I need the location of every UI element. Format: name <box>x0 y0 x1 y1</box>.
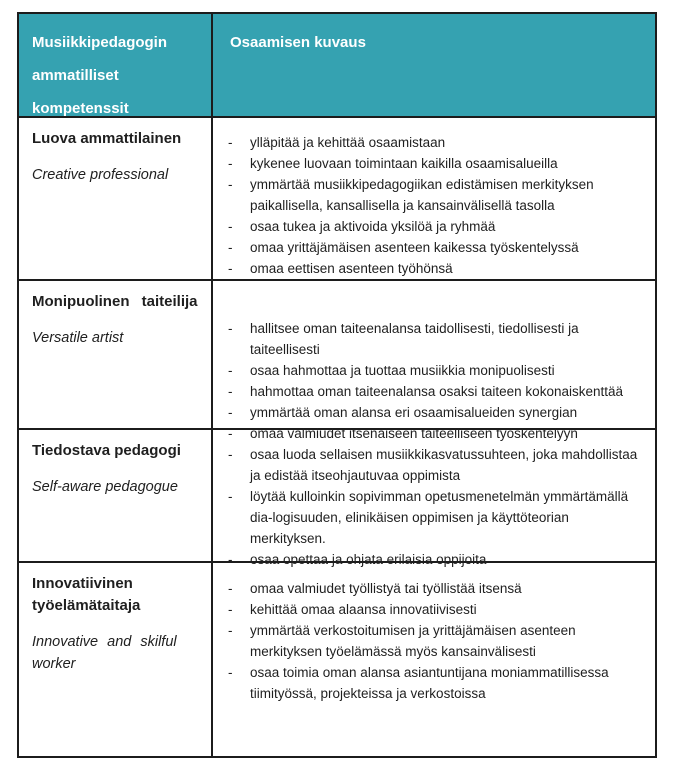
bullet-dash: - <box>228 363 233 378</box>
bullet-dash: - <box>228 581 233 596</box>
bullet-text: kehittää omaa alaansa innovatiivisesti <box>250 602 477 617</box>
header-competencies-label: Musiikkipedagogin ammatilliset kompetenssit <box>32 34 168 117</box>
bullet-item <box>228 174 645 216</box>
bullet-dash: - <box>228 447 233 462</box>
bullet-item <box>228 486 645 549</box>
bullet-item <box>228 599 645 620</box>
bullet-item <box>228 578 645 599</box>
competency-title-en: Creative professional <box>32 167 169 183</box>
bullet-text: omaa eettisen asenteen työhönsä <box>250 261 453 276</box>
competency-cell <box>19 118 213 279</box>
header-cell-competencies <box>19 14 213 116</box>
bullet-text: ylläpitää ja kehittää osaamistaan <box>250 135 446 150</box>
competency-title-fi: Innovatiivinen työelämätaitaja <box>32 575 141 614</box>
header-description-label: Osaamisen kuvaus <box>230 34 366 51</box>
table-row-creative-professional <box>19 118 655 281</box>
bullet-item <box>228 360 645 381</box>
bullet-text: ymmärtää musiikkipedagogiikan edistämisen merkityksen paikallisella, kansallisella ja kansainvälisellä tasolla <box>250 177 594 213</box>
bullet-text: hallitsee oman taiteenalansa taidollisesti, tiedollisesti ja taiteellisesti <box>250 321 579 357</box>
table-row-innovative-worker <box>19 563 655 756</box>
competency-title-en: Innovative and skilful worker <box>32 634 177 672</box>
description-cell <box>213 281 655 441</box>
bullet-dash: - <box>228 665 233 680</box>
header-cell-description <box>213 14 655 116</box>
bullet-dash: - <box>228 261 233 276</box>
bullet-text: omaa yrittäjämäisen asenteen kaikessa työskentelyssä <box>250 240 579 255</box>
bullet-dash: - <box>228 384 233 399</box>
description-cell <box>213 430 655 567</box>
bullet-text: osaa hahmottaa ja tuottaa musiikkia monipuolisesti <box>250 363 555 378</box>
competency-title-fi: Tiedostava pedagogi <box>32 442 181 459</box>
bullet-text: omaa valmiudet työllistyä tai työllistää itsensä <box>250 581 522 596</box>
bullet-text: ymmärtää oman alansa eri osaamisalueiden synergian <box>250 405 578 420</box>
bullet-item <box>228 153 645 174</box>
bullet-text: omaa valmiudet itsenäiseen taiteelliseen työskentelyyn <box>250 426 578 441</box>
bullet-dash: - <box>228 489 233 504</box>
bullet-item <box>228 620 645 662</box>
competency-table <box>17 12 657 758</box>
bullet-text: osaa luoda sellaisen musiikkikasvatussuhteen, joka mahdollistaa ja edistää itseohjautuvaa oppimista <box>250 447 638 483</box>
bullet-dash: - <box>228 602 233 617</box>
competency-title-en: Versatile artist <box>32 330 124 346</box>
bullet-item <box>228 258 645 279</box>
description-cell <box>213 563 655 756</box>
bullet-dash: - <box>228 135 233 150</box>
table-header-row <box>19 14 655 118</box>
bullet-text: hahmottaa oman taiteenalansa osaksi taiteen kokonaiskenttää <box>250 384 623 399</box>
bullet-item <box>228 216 645 237</box>
table-row-versatile-artist <box>19 281 655 441</box>
bullet-dash: - <box>228 405 233 420</box>
bullet-text: ymmärtää verkostoitumisen ja yrittäjämäisen asenteen merkityksen työelämässä myös kansainvälisesti <box>250 623 576 659</box>
bullet-dash: - <box>228 240 233 255</box>
bullet-dash: - <box>228 426 233 441</box>
competency-title-fi: Luova ammattilainen <box>32 130 182 147</box>
bullet-dash: - <box>228 156 233 171</box>
competency-cell <box>19 430 213 561</box>
bullet-dash: - <box>228 219 233 234</box>
bullet-item <box>228 444 645 486</box>
bullet-text: osaa opettaa ja ohjata erilaisia oppijoita <box>250 552 487 567</box>
competency-title-en: Self-aware pedagogue <box>32 479 178 495</box>
bullet-item <box>228 132 645 153</box>
bullet-item <box>228 402 645 423</box>
bullet-item <box>228 318 645 360</box>
bullet-text: kykenee luovaan toimintaan kaikilla osaamisalueilla <box>250 156 558 171</box>
bullet-text: osaa tukea ja aktivoida yksilöä ja ryhmää <box>250 219 496 234</box>
bullet-dash: - <box>228 552 233 567</box>
bullet-item <box>228 662 645 704</box>
bullet-text: osaa toimia oman alansa asiantuntijana moniammatillisessa tiimityössä, projekteissa ja verkostoissa <box>250 665 609 701</box>
bullet-dash: - <box>228 177 233 192</box>
bullet-dash: - <box>228 321 233 336</box>
table-row-self-aware-pedagogue <box>19 430 655 567</box>
competency-cell <box>19 563 213 756</box>
bullet-dash: - <box>228 623 233 638</box>
competency-title-fi: Monipuolinen taiteilija <box>32 293 198 310</box>
bullet-item <box>228 381 645 402</box>
bullet-text: löytää kulloinkin sopivimman opetusmenetelmän ymmärtämällä dia-logisuuden, elinikäisen oppimisen ja käyttöteorian merkityksen. <box>250 489 629 546</box>
bullet-item <box>228 237 645 258</box>
competency-cell <box>19 281 213 428</box>
description-cell <box>213 118 655 279</box>
